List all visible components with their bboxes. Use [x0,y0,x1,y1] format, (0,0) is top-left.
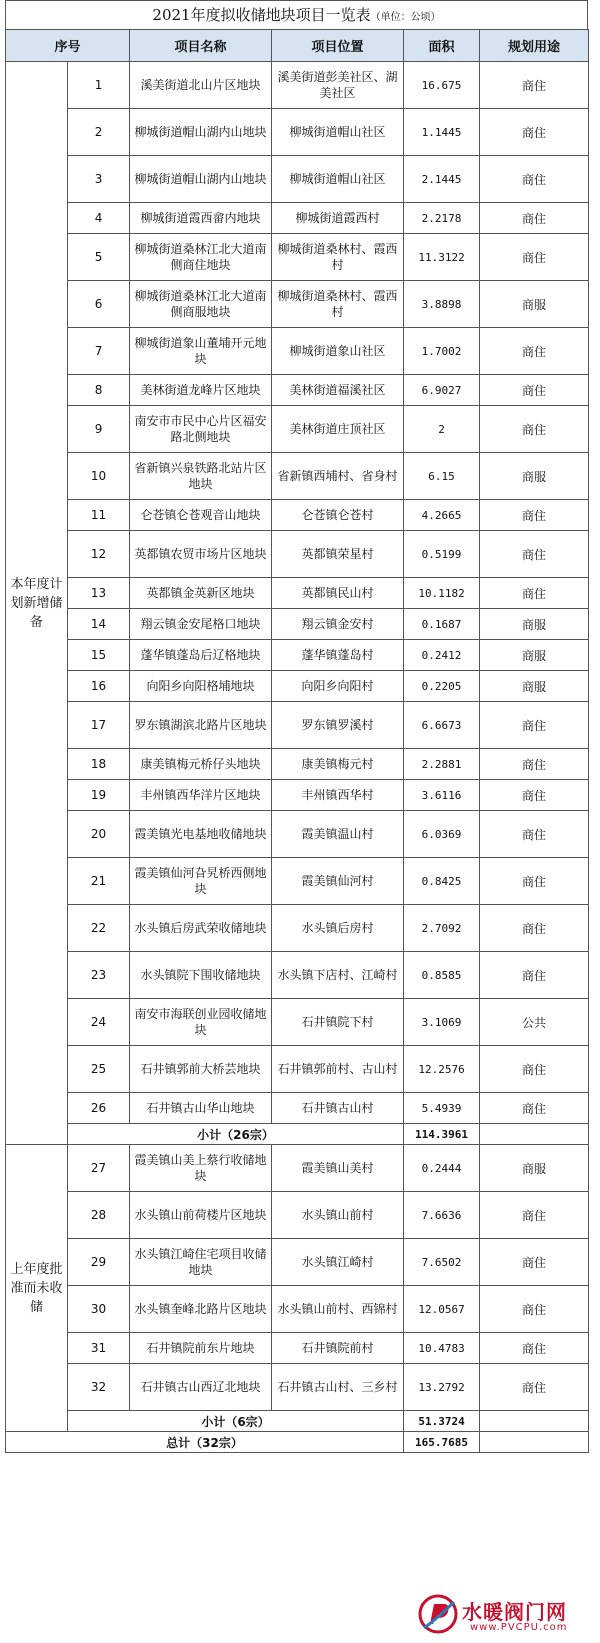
planned-use: 商住 [480,905,589,952]
project-name: 石井镇院前东片地块 [130,1333,272,1364]
table-row [6,156,589,203]
header-seq: 序号 [6,30,130,62]
project-location: 霞美镇仙河村 [272,858,404,905]
project-location: 柳城街道帽山社区 [272,156,404,203]
group-label: 上年度批准而未收储 [6,1145,68,1432]
planned-use: 商住 [480,500,589,531]
planned-use: 商服 [480,281,589,328]
row-number: 19 [68,780,130,811]
row-number: 15 [68,640,130,671]
row-number: 23 [68,952,130,999]
planned-use: 商服 [480,1145,589,1192]
row-number: 3 [68,156,130,203]
planned-use: 商住 [480,858,589,905]
project-area: 0.8585 [404,952,480,999]
project-name: 石井镇郭前大桥芸地块 [130,1046,272,1093]
project-area: 3.6116 [404,780,480,811]
table-row [6,671,589,702]
row-number: 21 [68,858,130,905]
header-row [6,30,589,62]
project-location: 丰州镇西华村 [272,780,404,811]
table-row [6,62,589,109]
row-number: 25 [68,1046,130,1093]
planned-use: 商住 [480,1093,589,1124]
project-name: 蓬华镇蓬岛后辽格地块 [130,640,272,671]
total-area: 165.7685 [404,1432,480,1453]
row-number: 6 [68,281,130,328]
project-name: 霞美镇山美上蔡行收储地块 [130,1145,272,1192]
project-location: 省新镇西埔村、省身村 [272,453,404,500]
project-area: 1.7002 [404,328,480,375]
row-number: 8 [68,375,130,406]
subtotal-row [6,1411,589,1432]
table-row [6,1093,589,1124]
project-area: 3.8898 [404,281,480,328]
project-name: 英都镇金英新区地块 [130,578,272,609]
row-number: 4 [68,203,130,234]
project-location: 水头镇后房村 [272,905,404,952]
project-name: 柳城街道桑林江北大道南侧商住地块 [130,234,272,281]
row-number: 26 [68,1093,130,1124]
planned-use: 商住 [480,1192,589,1239]
table-row [6,1333,589,1364]
table-row [6,328,589,375]
planned-use: 商住 [480,1364,589,1411]
row-number: 28 [68,1192,130,1239]
table-row [6,702,589,749]
project-name: 丰州镇西华洋片区地块 [130,780,272,811]
row-number: 13 [68,578,130,609]
planned-use: 商住 [480,702,589,749]
table-row [6,1286,589,1333]
project-name: 罗东镇湖滨北路片区地块 [130,702,272,749]
table-row [6,531,589,578]
planned-use: 商住 [480,109,589,156]
project-area: 12.0567 [404,1286,480,1333]
table-row [6,609,589,640]
row-number: 10 [68,453,130,500]
project-location: 柳城街道桑林村、霞西村 [272,234,404,281]
project-name: 英都镇农贸市场片区地块 [130,531,272,578]
project-location: 水头镇山前村、西锦村 [272,1286,404,1333]
project-name: 水头镇山前荷楼片区地块 [130,1192,272,1239]
planned-use: 商住 [480,328,589,375]
table-row [6,281,589,328]
row-number: 32 [68,1364,130,1411]
table-row [6,578,589,609]
project-area: 0.2444 [404,1145,480,1192]
data-table [5,29,589,1453]
row-number: 5 [68,234,130,281]
planned-use: 商住 [480,531,589,578]
project-area: 0.2412 [404,640,480,671]
total-use-empty [480,1432,589,1453]
table-row [6,203,589,234]
project-name: 翔云镇金安尾格口地块 [130,609,272,640]
project-location: 霞美镇山美村 [272,1145,404,1192]
project-name: 柳城街道帽山湖内山地块 [130,109,272,156]
project-location: 英都镇荣星村 [272,531,404,578]
project-location: 美林街道庄顶社区 [272,406,404,453]
watermark-url: www.PVCPU.com [470,1622,568,1633]
project-area: 5.4939 [404,1093,480,1124]
project-name: 溪美街道北山片区地块 [130,62,272,109]
planned-use: 商服 [480,671,589,702]
planned-use: 商住 [480,1333,589,1364]
total-label: 总计（32宗） [6,1432,404,1453]
project-area: 6.0369 [404,811,480,858]
project-area: 2.7092 [404,905,480,952]
planned-use: 商住 [480,156,589,203]
project-name: 省新镇兴泉铁路北站片区地块 [130,453,272,500]
planned-use: 商住 [480,234,589,281]
project-location: 柳城街道象山社区 [272,328,404,375]
project-name: 柳城街道霞西畲内地块 [130,203,272,234]
project-location: 翔云镇金安村 [272,609,404,640]
row-number: 20 [68,811,130,858]
row-number: 22 [68,905,130,952]
project-location: 溪美街道彭美社区、湖美社区 [272,62,404,109]
project-area: 6.9027 [404,375,480,406]
row-number: 7 [68,328,130,375]
project-location: 石井镇院前村 [272,1333,404,1364]
project-area: 6.15 [404,453,480,500]
project-name: 水头镇江崎住宅项目收储地块 [130,1239,272,1286]
project-location: 水头镇江崎村 [272,1239,404,1286]
project-area: 0.1687 [404,609,480,640]
planned-use: 商住 [480,780,589,811]
project-location: 石井镇古山村 [272,1093,404,1124]
project-area: 6.6673 [404,702,480,749]
planned-use: 商住 [480,203,589,234]
table-title [5,0,588,29]
header-area: 面积 [404,30,480,62]
row-number: 16 [68,671,130,702]
project-area: 0.8425 [404,858,480,905]
header-name: 项目名称 [130,30,272,62]
row-number: 17 [68,702,130,749]
project-name: 柳城街道象山董埔开元地块 [130,328,272,375]
table-row [6,1239,589,1286]
project-area: 2.2178 [404,203,480,234]
unit-note: （单位：公顷） [370,12,441,23]
project-name: 南安市市民中心片区福安路北侧地块 [130,406,272,453]
group-label: 本年度计划新增储备 [6,62,68,1145]
planned-use: 商服 [480,640,589,671]
project-location: 康美镇梅元村 [272,749,404,780]
row-number: 2 [68,109,130,156]
table-row [6,453,589,500]
land-reserve-table [5,0,588,1453]
table-row [6,749,589,780]
project-area: 16.675 [404,62,480,109]
table-row [6,1145,589,1192]
table-row [6,905,589,952]
table-row [6,406,589,453]
table-row [6,375,589,406]
project-location: 仑苍镇仑苍村 [272,500,404,531]
row-number: 1 [68,62,130,109]
table-row [6,811,589,858]
project-location: 石井镇郭前村、古山村 [272,1046,404,1093]
planned-use: 商住 [480,578,589,609]
table-row [6,952,589,999]
row-number: 11 [68,500,130,531]
project-area: 10.4783 [404,1333,480,1364]
table-row [6,234,589,281]
project-area: 0.2205 [404,671,480,702]
project-name: 水头镇院下围收储地块 [130,952,272,999]
project-location: 柳城街道帽山社区 [272,109,404,156]
planned-use: 商住 [480,1046,589,1093]
project-location: 美林街道福溪社区 [272,375,404,406]
project-name: 仑苍镇仑苍观音山地块 [130,500,272,531]
table-row [6,858,589,905]
watermark-brand: 水暖阀门网 [462,1600,567,1624]
table-row [6,1046,589,1093]
project-location: 柳城街道桑林村、霞西村 [272,281,404,328]
row-number: 29 [68,1239,130,1286]
project-area: 13.2792 [404,1364,480,1411]
table-row [6,640,589,671]
project-name: 向阳乡向阳格埔地块 [130,671,272,702]
project-name: 美林街道龙峰片区地块 [130,375,272,406]
table-row [6,1364,589,1411]
row-number: 14 [68,609,130,640]
planned-use: 商住 [480,952,589,999]
row-number: 31 [68,1333,130,1364]
title-text: 2021年度拟收储地块项目一览表 [152,6,371,24]
project-location: 水头镇山前村 [272,1192,404,1239]
project-name: 水头镇后房武荣收储地块 [130,905,272,952]
watermark-logo [418,1592,594,1638]
project-location: 石井镇院下村 [272,999,404,1046]
table-row [6,999,589,1046]
row-number: 24 [68,999,130,1046]
table-row [6,780,589,811]
project-location: 霞美镇温山村 [272,811,404,858]
row-number: 9 [68,406,130,453]
project-name: 柳城街道帽山湖内山地块 [130,156,272,203]
row-number: 12 [68,531,130,578]
table-row [6,109,589,156]
row-number: 30 [68,1286,130,1333]
project-name: 石井镇古山西辽北地块 [130,1364,272,1411]
project-area: 4.2665 [404,500,480,531]
subtotal-use-empty [480,1411,589,1432]
planned-use: 商住 [480,406,589,453]
project-location: 罗东镇罗溪村 [272,702,404,749]
row-number: 18 [68,749,130,780]
project-name: 柳城街道桑林江北大道南侧商服地块 [130,281,272,328]
project-name: 霞美镇仙河旮旯桥西侧地块 [130,858,272,905]
planned-use: 商住 [480,749,589,780]
project-area: 2.1445 [404,156,480,203]
project-area: 0.5199 [404,531,480,578]
project-location: 蓬华镇蓬岛村 [272,640,404,671]
subtotal-label: 小计（26宗） [68,1124,404,1145]
project-name: 水头镇奎峰北路片区地块 [130,1286,272,1333]
project-name: 石井镇古山华山地块 [130,1093,272,1124]
subtotal-area: 51.3724 [404,1411,480,1432]
project-name: 南安市海联创业园收储地块 [130,999,272,1046]
project-area: 7.6502 [404,1239,480,1286]
project-area: 3.1069 [404,999,480,1046]
header-location: 项目位置 [272,30,404,62]
subtotal-area: 114.3961 [404,1124,480,1145]
project-location: 石井镇古山村、三乡村 [272,1364,404,1411]
project-location: 柳城街道霞西村 [272,203,404,234]
planned-use: 商住 [480,1286,589,1333]
project-location: 英都镇民山村 [272,578,404,609]
project-area: 2 [404,406,480,453]
subtotal-use-empty [480,1124,589,1145]
planned-use: 商服 [480,453,589,500]
table-row [6,500,589,531]
project-name: 霞美镇光电基地收储地块 [130,811,272,858]
project-area: 1.1445 [404,109,480,156]
planned-use: 商住 [480,811,589,858]
project-location: 水头镇下店村、江崎村 [272,952,404,999]
logo-icon [418,1594,458,1634]
project-area: 7.6636 [404,1192,480,1239]
planned-use: 公共 [480,999,589,1046]
planned-use: 商住 [480,1239,589,1286]
project-area: 12.2576 [404,1046,480,1093]
row-number: 27 [68,1145,130,1192]
subtotal-label: 小计（6宗） [68,1411,404,1432]
project-area: 10.1182 [404,578,480,609]
project-area: 11.3122 [404,234,480,281]
header-use: 规划用途 [480,30,589,62]
total-row [6,1432,589,1453]
subtotal-row [6,1124,589,1145]
table-row [6,1192,589,1239]
project-area: 2.2881 [404,749,480,780]
planned-use: 商服 [480,609,589,640]
planned-use: 商住 [480,62,589,109]
project-location: 向阳乡向阳村 [272,671,404,702]
project-name: 康美镇梅元桥仔头地块 [130,749,272,780]
planned-use: 商住 [480,375,589,406]
